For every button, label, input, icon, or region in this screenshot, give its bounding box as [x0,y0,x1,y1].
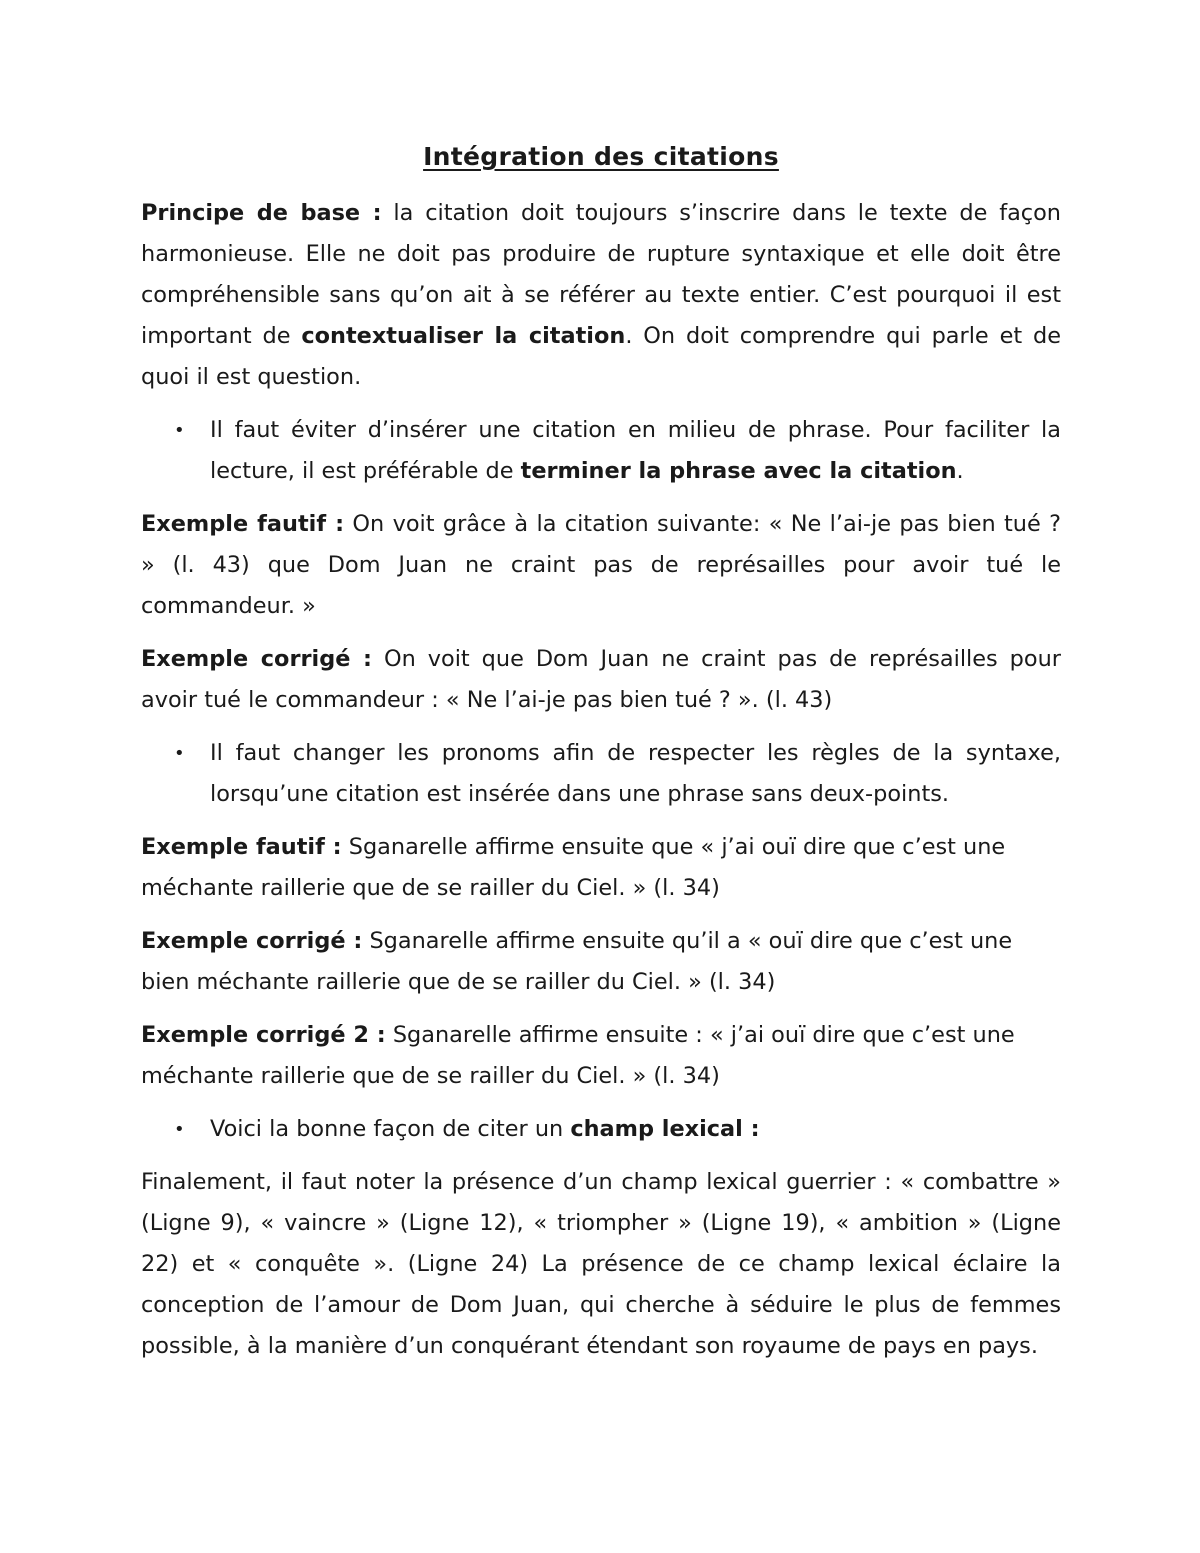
conclusion-paragraph: Finalement, il faut noter la présence d’un champ lexical guerrier : « combattre » (Ligne 9), « vaincre » (Ligne 12), « triompher » (Ligne 19), « ambition » (Ligne 22) et « conquête ». (Ligne 24) La présence de ce champ lexical éclaire la conception de l’amour de Dom Juan, qui cherche à séduire le plus de femmes possible, à la manière d’un conquérant étendant son royaume de pays en pays. [141,1169,1061,1359]
example2-good2-label: Exemple corrigé 2 : [141,1022,386,1048]
bullet2-text: Il faut changer les pronoms afin de respecter les règles de la syntaxe, lorsqu’une citation est insérée dans une phrase sans deux-points. [210,740,1061,807]
bullet-list-2 [141,733,1061,815]
example1-good-label: Exemple corrigé : [141,646,373,672]
example2-good2-text: Sganarelle affirme ensuite : « j’ai ouï dire que c’est une méchante raillerie que de se railler du Ciel. » (l. 34) [141,1022,1015,1089]
example2-bad-text: Sganarelle affirme ensuite que « j’ai ouï dire que c’est une méchante raillerie que de se railler du Ciel. » (l. 34) [141,834,1006,901]
intro-paragraph [141,193,1061,398]
intro-bold: contextualiser la citation [301,323,626,349]
bullet1-bold: terminer la phrase avec la citation [520,458,957,484]
document-page [141,138,1061,1379]
bullet3-text: Voici la bonne façon de citer un [210,1116,571,1142]
intro-text-1: la citation doit toujours s’inscrire dans le texte de façon harmonieuse. Elle ne doit pas produire de rupture syntaxique et elle doit être compréhensible sans qu’on ait à se référer au texte entier. C’est pourquoi il est important de [141,200,1061,349]
example1-bad-text: On voit grâce à la citation suivante: « Ne l’ai-je pas bien tué ? » (l. 43) que Dom Juan ne craint pas de représailles pour avoir tué le commandeur. » [141,511,1061,619]
bullet-icon: • [174,1119,185,1140]
bullet-list-3 [141,1109,1061,1150]
example2-good-label: Exemple corrigé : [141,928,363,954]
example2-good-text: Sganarelle affirme ensuite qu’il a « ouï dire que c’est une bien méchante raillerie que de se railler du Ciel. » (l. 34) [141,928,1013,995]
bullet3-bold: champ lexical : [570,1116,760,1142]
bullet-item-3 [174,1109,1061,1150]
intro-label: Principe de base : [141,200,382,226]
bullet-item-1 [174,410,1061,492]
example2-good2-paragraph [141,1015,1061,1097]
bullet1-text-2: . [956,458,964,484]
bullet-list-1 [141,410,1061,492]
example1-bad-paragraph [141,504,1061,627]
example1-bad-label: Exemple fautif : [141,511,345,537]
example1-good-text: On voit que Dom Juan ne craint pas de représailles pour avoir tué le commandeur : « Ne l’ai-je pas bien tué ? ». (l. 43) [141,646,1061,713]
bullet-item-2 [174,733,1061,815]
bullet1-text-1: Il faut éviter d’insérer une citation en milieu de phrase. Pour faciliter la lecture, il est préférable de [210,417,1061,484]
bullet-icon: • [174,743,185,764]
bullet-icon: • [174,420,185,441]
example2-good-paragraph [141,921,1061,1003]
intro-text-2: . On doit comprendre qui parle et de quoi il est question. [141,323,1062,390]
page-title: Intégration des citations [423,142,779,171]
example2-bad-label: Exemple fautif : [141,834,342,860]
example1-good-paragraph [141,639,1061,721]
example2-bad-paragraph [141,827,1061,909]
